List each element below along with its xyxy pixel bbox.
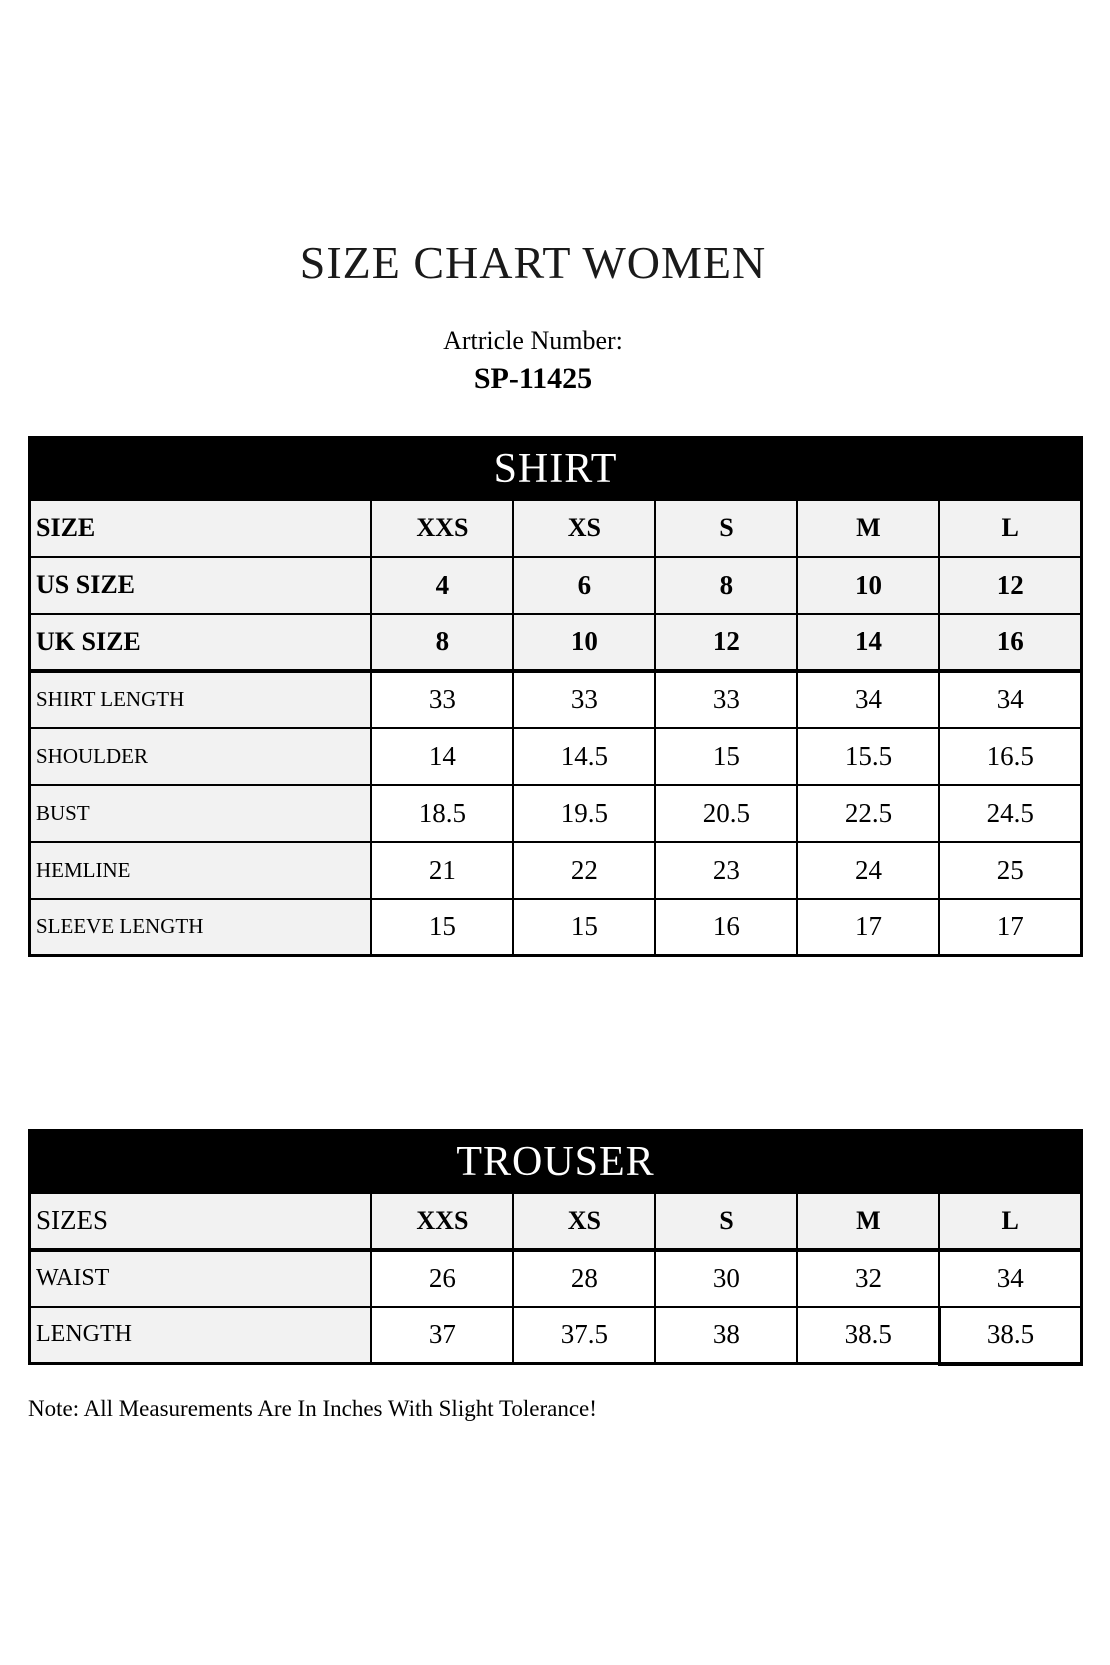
cell-value: 15: [371, 899, 513, 956]
cell-value: 28: [513, 1250, 655, 1307]
cell-value: 34: [939, 1250, 1081, 1307]
cell-value: 34: [797, 671, 939, 728]
sleeve-length-row: [30, 899, 1082, 956]
cell-value: 16.5: [939, 728, 1081, 785]
size-header-cell: L: [939, 1193, 1081, 1250]
cell-value: 17: [797, 899, 939, 956]
cell-value: 22: [513, 842, 655, 899]
shirt-length-row: [30, 671, 1082, 728]
cell-value: 21: [371, 842, 513, 899]
cell-value: 33: [371, 671, 513, 728]
cell-value: 17: [939, 899, 1081, 956]
trouser-size-table: [28, 1129, 1083, 1366]
cell-value: 22.5: [797, 785, 939, 842]
cell-value: 24.5: [939, 785, 1081, 842]
row-label: SHOULDER: [30, 728, 372, 785]
trouser-table-banner: [30, 1131, 1082, 1193]
cell-value: 18.5: [371, 785, 513, 842]
us-size-row: [30, 557, 1082, 614]
cell-value: 15: [655, 728, 797, 785]
row-label: LENGTH: [30, 1307, 372, 1364]
cell-value: 23: [655, 842, 797, 899]
size-header-cell: M: [797, 1193, 939, 1250]
cell-value: 14: [797, 614, 939, 671]
shirt-size-table: [28, 436, 1083, 957]
cell-value: 12: [939, 557, 1081, 614]
cell-value: 20.5: [655, 785, 797, 842]
cell-value: 34: [939, 671, 1081, 728]
size-header-cell: S: [655, 1193, 797, 1250]
size-header-cell: L: [939, 500, 1081, 557]
size-header-cell: XXS: [371, 500, 513, 557]
cell-value: 14: [371, 728, 513, 785]
shirt-size-header-row: [30, 500, 1082, 557]
cell-value: 38: [655, 1307, 797, 1364]
row-label: SHIRT LENGTH: [30, 671, 372, 728]
cell-value: 6: [513, 557, 655, 614]
cell-value: 38.5: [797, 1307, 939, 1364]
hemline-row: [30, 842, 1082, 899]
uk-size-row: [30, 614, 1082, 671]
trouser-size-header-row: [30, 1193, 1082, 1250]
trouser-table-title: TROUSER: [30, 1131, 1082, 1193]
cell-value: 38.5: [939, 1307, 1081, 1364]
bust-row: [30, 785, 1082, 842]
row-label: BUST: [30, 785, 372, 842]
page-title: SIZE CHART WOMEN: [299, 237, 767, 288]
cell-value: 16: [655, 899, 797, 956]
shirt-table-title: SHIRT: [30, 438, 1082, 500]
shoulder-row: [30, 728, 1082, 785]
cell-value: 8: [371, 614, 513, 671]
waist-row: [30, 1250, 1082, 1307]
cell-value: 19.5: [513, 785, 655, 842]
cell-value: 4: [371, 557, 513, 614]
row-label: UK SIZE: [30, 614, 372, 671]
length-row: [30, 1307, 1082, 1364]
cell-value: 30: [655, 1250, 797, 1307]
cell-value: 10: [797, 557, 939, 614]
cell-value: 37: [371, 1307, 513, 1364]
cell-value: 15: [513, 899, 655, 956]
cell-value: 12: [655, 614, 797, 671]
article-number-label: Artricle Number:: [443, 326, 623, 355]
size-header-cell: M: [797, 500, 939, 557]
cell-value: 15.5: [797, 728, 939, 785]
size-header-cell: XS: [513, 1193, 655, 1250]
row-label: SIZE: [30, 500, 372, 557]
cell-value: 33: [513, 671, 655, 728]
shirt-table-banner: [30, 438, 1082, 500]
cell-value: 14.5: [513, 728, 655, 785]
cell-value: 16: [939, 614, 1081, 671]
cell-value: 26: [371, 1250, 513, 1307]
row-label: US SIZE: [30, 557, 372, 614]
article-number-value: SP-11425: [473, 362, 593, 395]
cell-value: 24: [797, 842, 939, 899]
measurements-note: Note: All Measurements Are In Inches With Slight Tolerance!: [28, 1396, 597, 1421]
size-header-cell: XS: [513, 500, 655, 557]
cell-value: 10: [513, 614, 655, 671]
cell-value: 37.5: [513, 1307, 655, 1364]
cell-value: 33: [655, 671, 797, 728]
row-label: SIZES: [30, 1193, 372, 1250]
cell-value: 25: [939, 842, 1081, 899]
row-label: WAIST: [30, 1250, 372, 1307]
row-label: HEMLINE: [30, 842, 372, 899]
row-label: SLEEVE LENGTH: [30, 899, 372, 956]
size-header-cell: XXS: [371, 1193, 513, 1250]
cell-value: 32: [797, 1250, 939, 1307]
cell-value: 8: [655, 557, 797, 614]
size-header-cell: S: [655, 500, 797, 557]
